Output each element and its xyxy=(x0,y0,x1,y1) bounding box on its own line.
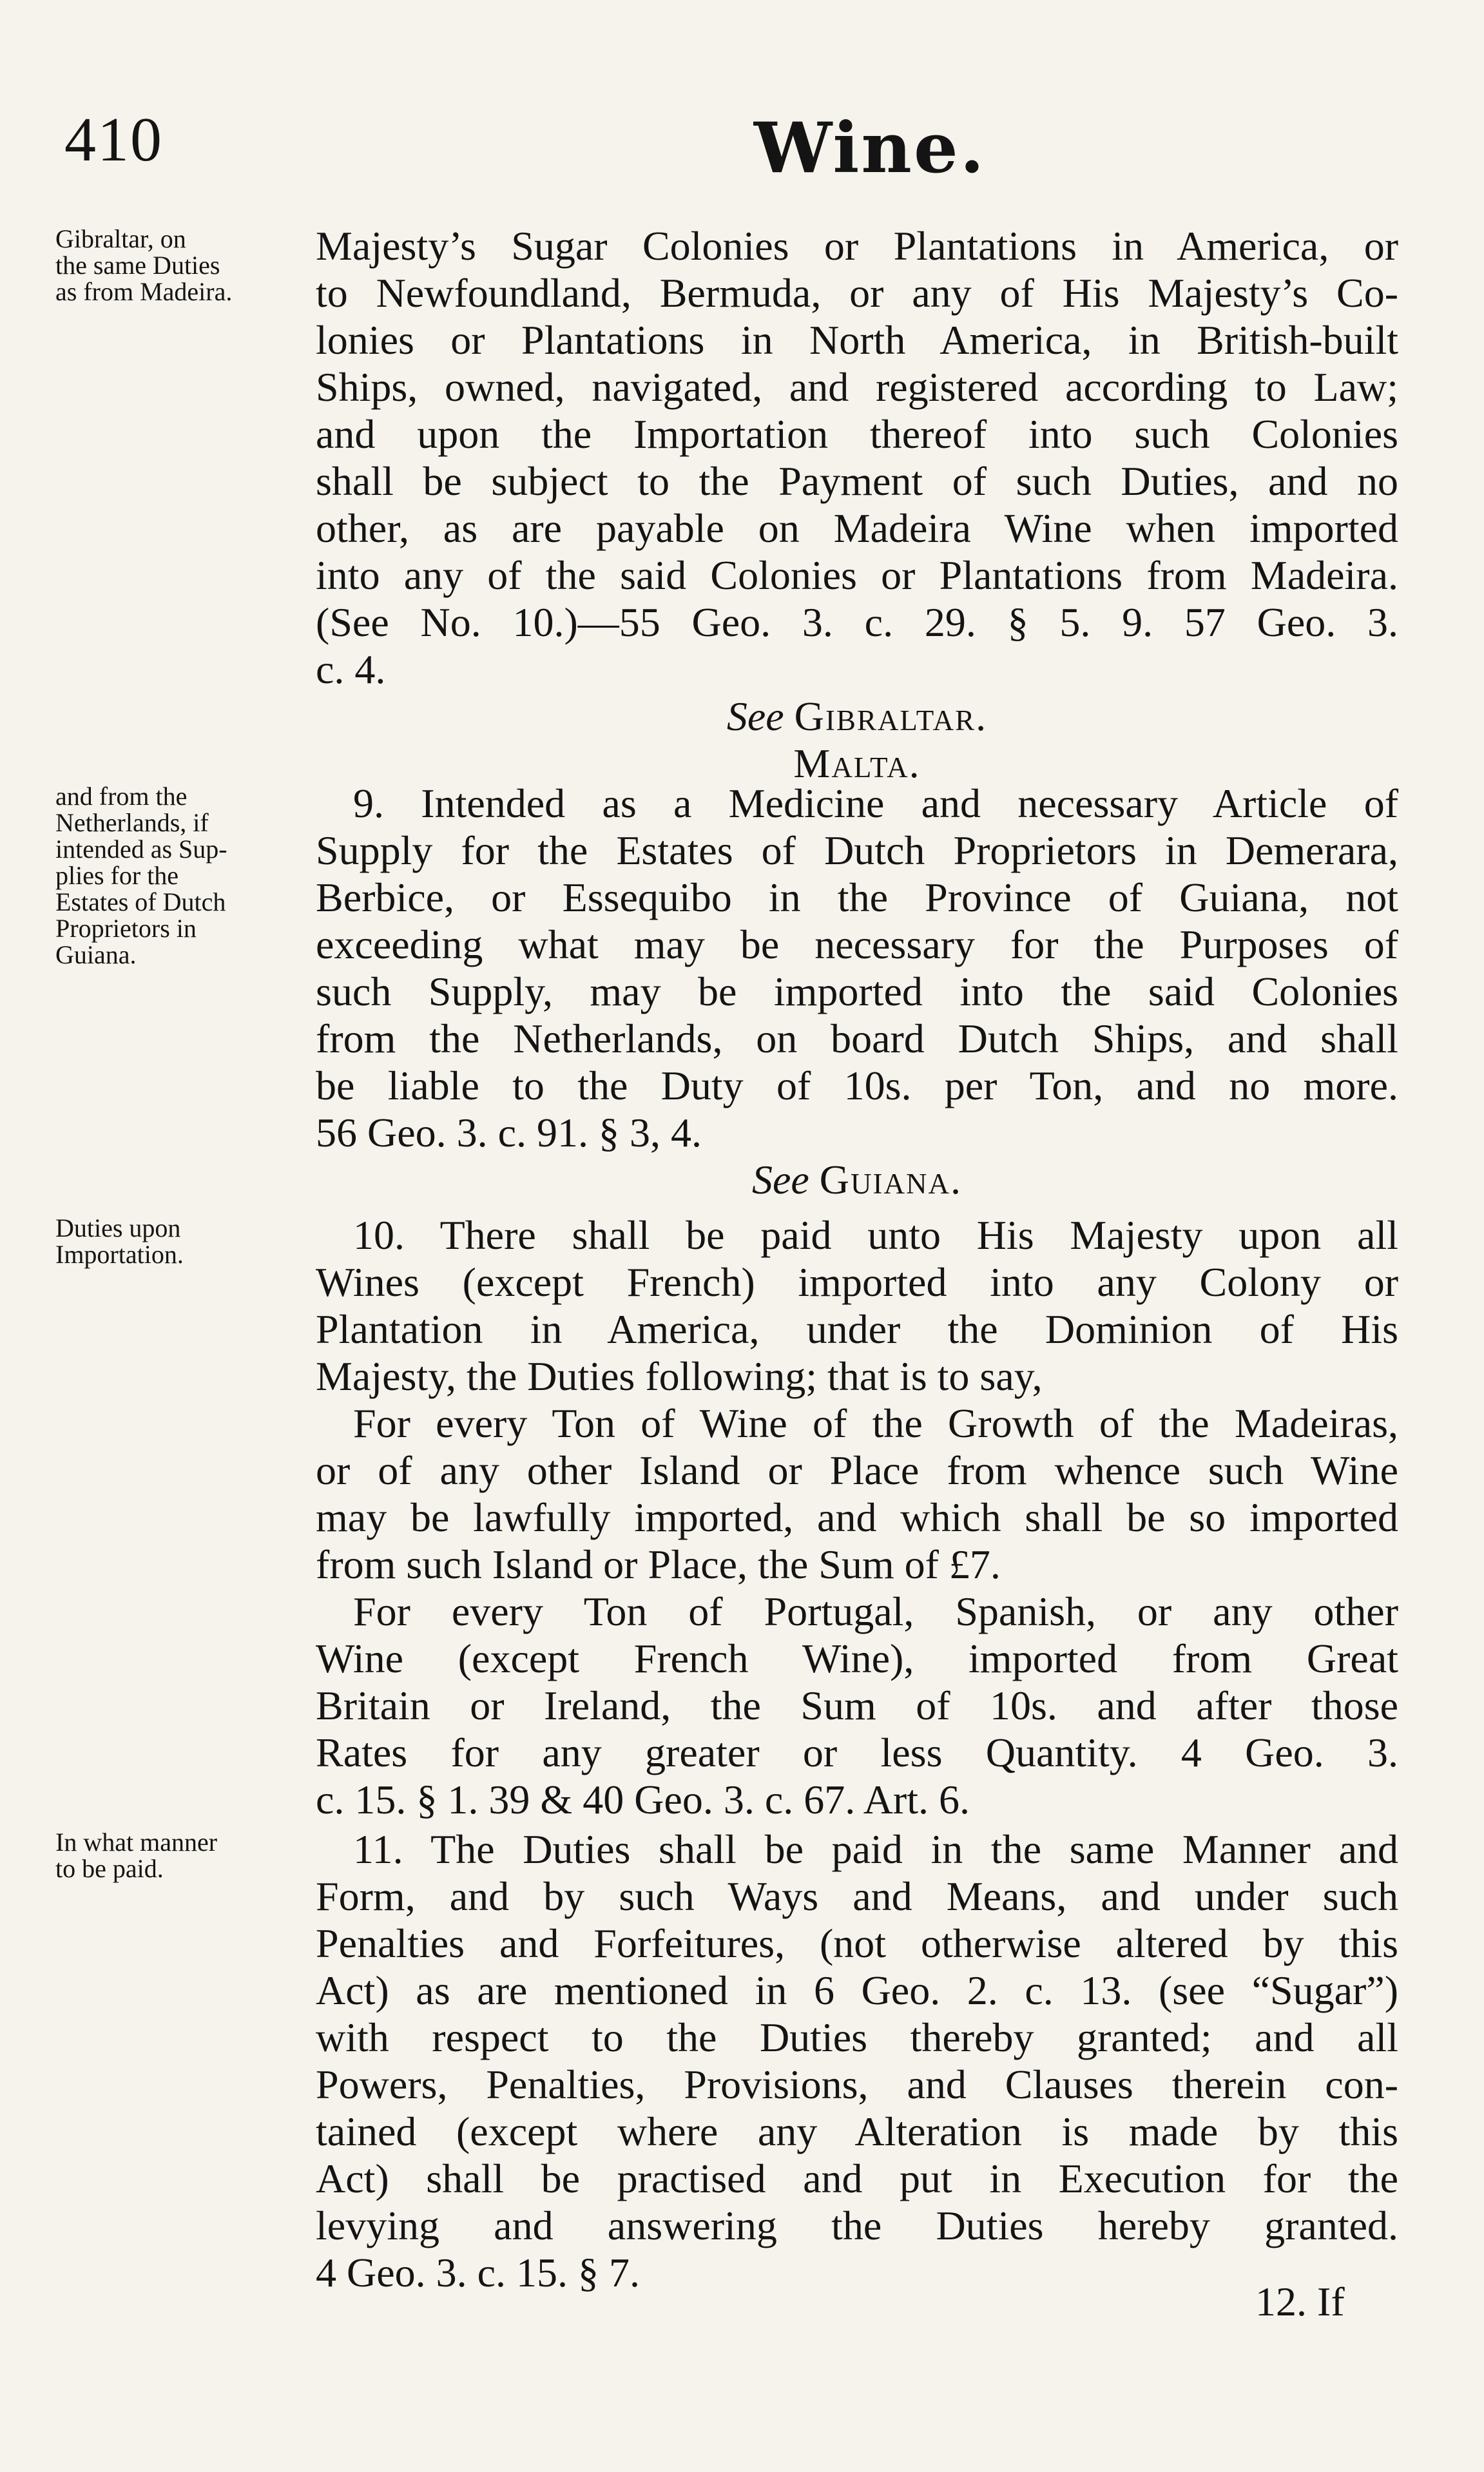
text-line: Plantation in America, under the Dominion of His xyxy=(316,1306,1398,1352)
catchword: 12. If xyxy=(1255,2279,1345,2324)
text-line: Powers, Penalties, Provisions, and Clauses therein con- xyxy=(316,2062,1398,2107)
see-reference xyxy=(316,1156,1398,1203)
text-line: or of any other Island or Place from whence such Wine xyxy=(316,1447,1398,1493)
note-line: Importation. xyxy=(55,1240,184,1269)
text-line: Act) shall be practised and put in Execution for the xyxy=(316,2156,1398,2201)
text-line: 9. Intended as a Medicine and necessary Article of xyxy=(353,780,1398,826)
text-line: Berbice, or Essequibo in the Province of Guiana, not xyxy=(316,874,1398,920)
note-line: intended as Sup- xyxy=(55,835,227,864)
text-line: 56 Geo. 3. c. 91. § 3, 4. xyxy=(316,1110,702,1155)
text-line: such Supply, may be imported into the said Colonies xyxy=(316,969,1398,1014)
text-line: exceeding what may be necessary for the Purposes of xyxy=(316,922,1398,967)
text-line: c. 15. § 1. 39 & 40 Geo. 3. c. 67. Art. 6. xyxy=(316,1777,970,1822)
text-line: Wines (except French) imported into any Colony or xyxy=(316,1259,1398,1305)
text-line: c. 4. xyxy=(316,646,386,692)
text-line: lonies or Plantations in North America, in British-built xyxy=(316,317,1398,363)
text-line: from such Island or Place, the Sum of £7. xyxy=(316,1541,1001,1587)
text-line: Ships, owned, navigated, and registered according to Law; xyxy=(316,364,1398,410)
text-line: 10. There shall be paid unto His Majesty upon all xyxy=(353,1212,1398,1258)
note-line: as from Madeira. xyxy=(55,277,233,306)
paragraph-10 xyxy=(316,1212,1398,1823)
text-line: For every Ton of Portugal, Spanish, or any other xyxy=(353,1588,1398,1634)
text-line: tained (except where any Alteration is made by this xyxy=(316,2109,1398,2154)
see-ref-malta: Malta. xyxy=(793,740,921,786)
note-line: Guiana. xyxy=(55,940,137,969)
note-line: In what manner xyxy=(55,1828,218,1857)
see-ref-guiana: Guiana. xyxy=(819,1157,962,1202)
note-line: plies for the xyxy=(55,861,179,890)
text-line: Rates for any greater or less Quantity. 4 Geo. 3. xyxy=(316,1730,1398,1775)
text-line: Majesty’s Sugar Colonies or Plantations in America, or xyxy=(316,223,1398,269)
margin-note-netherlands xyxy=(55,783,287,968)
page-number: 410 xyxy=(64,105,163,175)
text-line: be liable to the Duty of 10s. per Ton, and no more. xyxy=(316,1063,1398,1108)
text-line: to Newfoundland, Bermuda, or any of His Majesty’s Co- xyxy=(316,270,1398,316)
paragraph-11 xyxy=(316,1826,1398,2296)
text-line: levying and answering the Duties hereby granted. xyxy=(316,2203,1398,2248)
note-line: to be paid. xyxy=(55,1854,164,1883)
text-line: Penalties and Forfeitures, (not otherwise altered by this xyxy=(316,1920,1398,1966)
text-line: Act) as are mentioned in 6 Geo. 2. c. 13. (see “Sugar”) xyxy=(316,1967,1398,2013)
note-line: Gibraltar, on xyxy=(55,224,186,253)
see-reference xyxy=(316,693,1398,740)
text-line: Supply for the Estates of Dutch Proprietors in Demerara, xyxy=(316,827,1398,873)
running-title: Wine. xyxy=(754,108,987,189)
text-line: from the Netherlands, on board Dutch Ships, and shall xyxy=(316,1016,1398,1061)
margin-note-duties xyxy=(55,1215,287,1268)
text-line: may be lawfully imported, and which shall be so imported xyxy=(316,1494,1398,1540)
text-line: (See No. 10.)—55 Geo. 3. c. 29. § 5. 9. 57 Geo. 3. xyxy=(316,599,1398,645)
note-line: Netherlands, if xyxy=(55,808,209,837)
text-line: shall be subject to the Payment of such Duties, and no xyxy=(316,458,1398,504)
text-line: For every Ton of Wine of the Growth of the Madeiras, xyxy=(353,1400,1398,1446)
text-line: into any of the said Colonies or Plantations from Madeira. xyxy=(316,552,1398,598)
text-line: 11. The Duties shall be paid in the same Manner and xyxy=(353,1826,1398,1872)
see-ref-gibraltar: Gibraltar. xyxy=(794,693,988,739)
margin-note-manner xyxy=(55,1829,287,1882)
text-line: Wine (except French Wine), imported from Great xyxy=(316,1636,1398,1681)
text-line: other, as are payable on Madeira Wine when imported xyxy=(316,505,1398,551)
see-word: See xyxy=(751,1157,809,1202)
text-line: and upon the Importation thereof into such Colonies xyxy=(316,411,1398,457)
note-line: and from the xyxy=(55,782,188,811)
text-line: Britain or Ireland, the Sum of 10s. and after those xyxy=(316,1683,1398,1728)
paragraph-gibraltar-continued xyxy=(316,222,1398,787)
note-line: Proprietors in xyxy=(55,914,197,943)
text-line: Majesty, the Duties following; that is to say, xyxy=(316,1353,1043,1399)
note-line: Duties upon xyxy=(55,1213,181,1242)
note-line: Estates of Dutch xyxy=(55,887,226,916)
note-line: the same Duties xyxy=(55,251,220,280)
margin-note-gibraltar xyxy=(55,226,287,305)
text-line: with respect to the Duties thereby granted; and all xyxy=(316,2014,1398,2060)
see-word: See xyxy=(726,693,784,739)
paragraph-9 xyxy=(316,780,1398,1203)
text-line: Form, and by such Ways and Means, and under such xyxy=(316,1873,1398,1919)
text-line: 4 Geo. 3. c. 15. § 7. xyxy=(316,2250,641,2295)
